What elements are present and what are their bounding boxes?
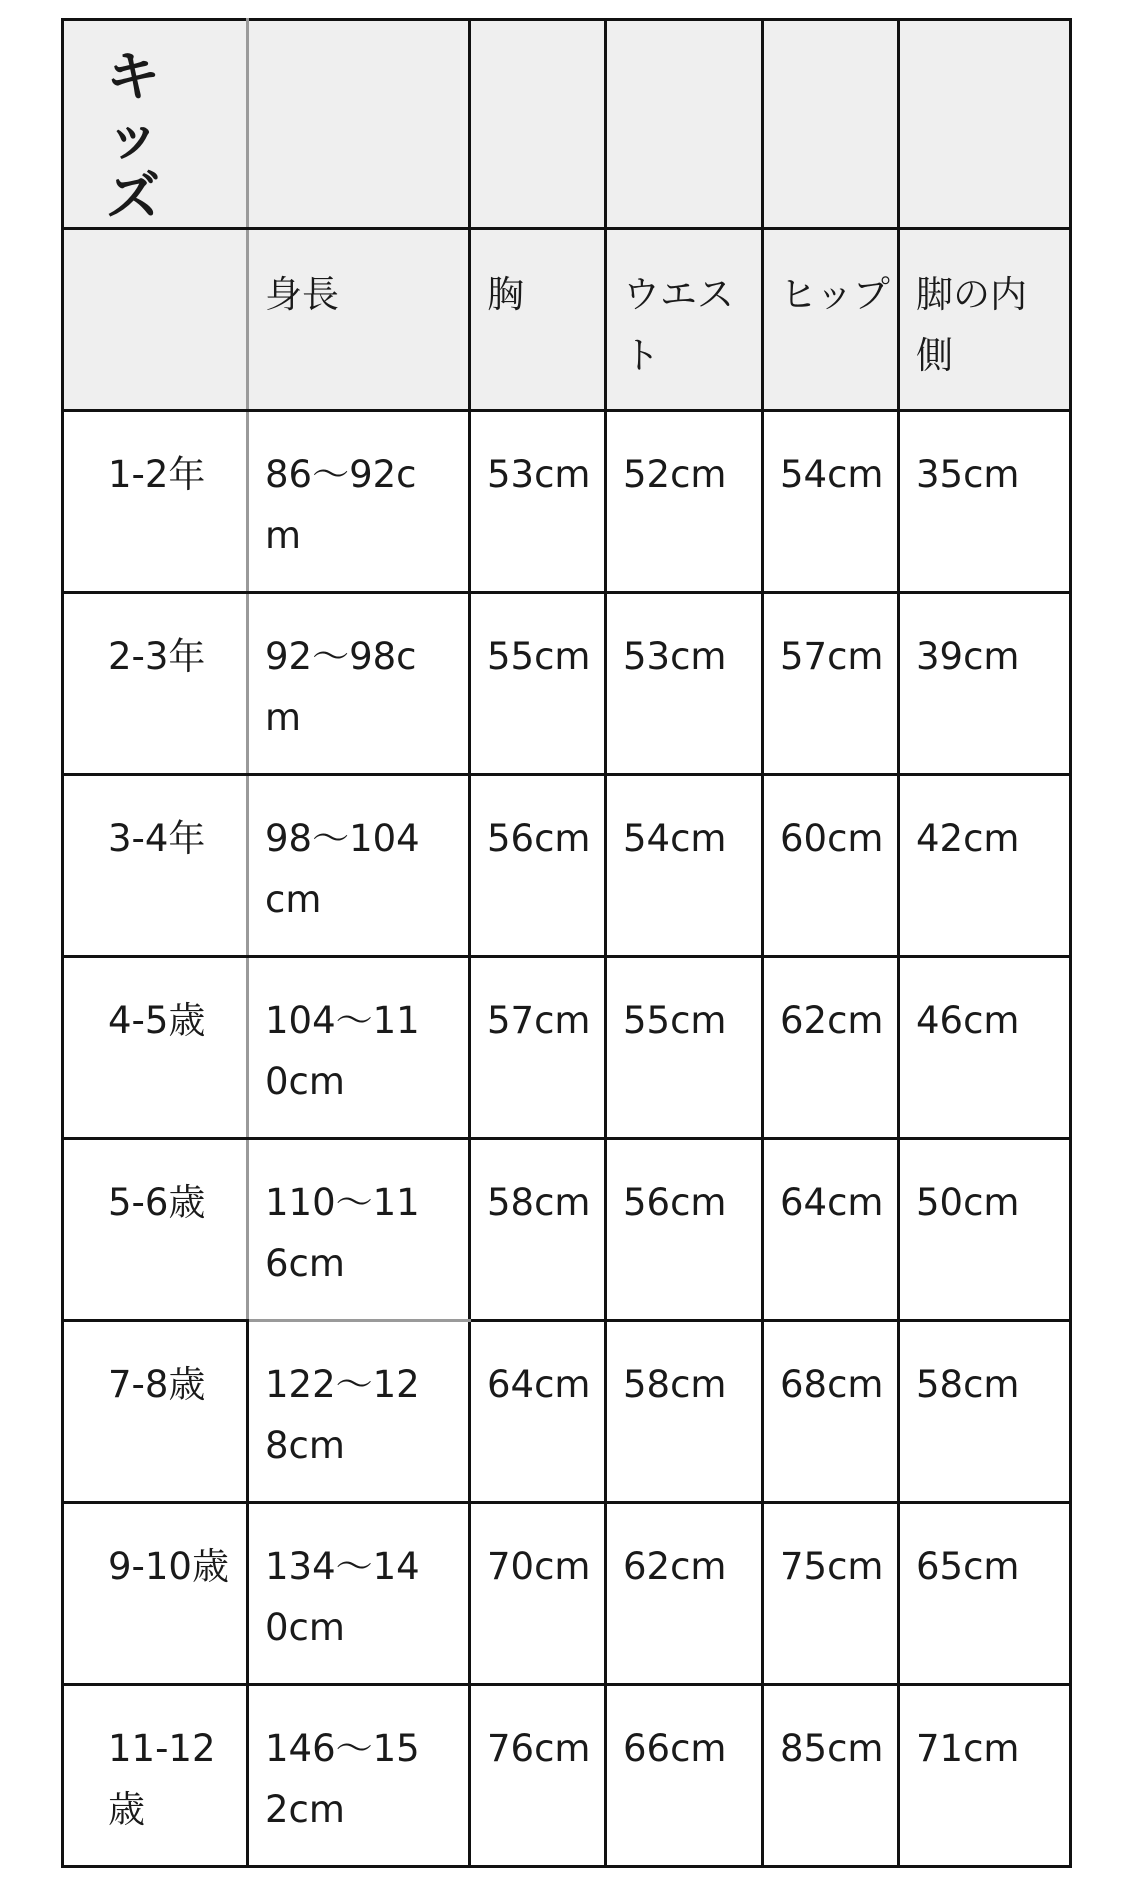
age-cell: 1-2年 [63,411,248,593]
header-chest: 胸 [470,229,606,411]
empty-header-cell [606,20,763,229]
hip-cell: 62cm [763,957,899,1139]
header-inseam: 脚の内側 [899,229,1071,411]
table-row [63,1685,1071,1867]
waist-cell: 66cm [606,1685,763,1867]
hip-cell: 60cm [763,775,899,957]
age-cell: 11-12歳 [63,1685,248,1867]
age-cell: 9-10歳 [63,1503,248,1685]
waist-cell: 53cm [606,593,763,775]
inseam-cell: 58cm [899,1321,1071,1503]
hip-cell: 75cm [763,1503,899,1685]
height-cell: 110〜116cm [248,1139,470,1321]
chest-cell: 56cm [470,775,606,957]
height-cell: 104〜110cm [248,957,470,1139]
empty-header-cell [248,20,470,229]
inseam-cell: 35cm [899,411,1071,593]
inseam-cell: 65cm [899,1503,1071,1685]
table-row [63,1139,1071,1321]
hip-cell: 85cm [763,1685,899,1867]
waist-cell: 55cm [606,957,763,1139]
waist-cell: 52cm [606,411,763,593]
age-cell: 5-6歳 [63,1139,248,1321]
waist-cell: 62cm [606,1503,763,1685]
age-cell: 3-4年 [63,775,248,957]
chest-cell: 53cm [470,411,606,593]
inseam-cell: 42cm [899,775,1071,957]
table-title-cell [63,20,248,229]
table-row [63,1503,1071,1685]
table-title: キッズ [106,45,162,228]
empty-header-cell [63,229,248,411]
title-row [63,20,1071,229]
table-row [63,593,1071,775]
kids-size-chart-table [61,18,1072,1868]
age-cell: 2-3年 [63,593,248,775]
table-row [63,1321,1071,1503]
chest-cell: 58cm [470,1139,606,1321]
empty-header-cell [470,20,606,229]
age-cell: 7-8歳 [63,1321,248,1503]
height-cell: 122〜128cm [248,1321,470,1503]
table-row [63,957,1071,1139]
hip-cell: 54cm [763,411,899,593]
hip-cell: 64cm [763,1139,899,1321]
height-cell: 86〜92cm [248,411,470,593]
hip-cell: 68cm [763,1321,899,1503]
waist-cell: 54cm [606,775,763,957]
header-waist: ウエスト [606,229,763,411]
height-cell: 98〜104cm [248,775,470,957]
header-height: 身長 [248,229,470,411]
inseam-cell: 46cm [899,957,1071,1139]
inseam-cell: 39cm [899,593,1071,775]
inseam-cell: 71cm [899,1685,1071,1867]
chest-cell: 57cm [470,957,606,1139]
height-cell: 92〜98cm [248,593,470,775]
column-header-row [63,229,1071,411]
waist-cell: 58cm [606,1321,763,1503]
empty-header-cell [899,20,1071,229]
chest-cell: 76cm [470,1685,606,1867]
inseam-cell: 50cm [899,1139,1071,1321]
age-cell: 4-5歳 [63,957,248,1139]
empty-header-cell [763,20,899,229]
chest-cell: 55cm [470,593,606,775]
waist-cell: 56cm [606,1139,763,1321]
chest-cell: 70cm [470,1503,606,1685]
table-row [63,411,1071,593]
height-cell: 146〜152cm [248,1685,470,1867]
hip-cell: 57cm [763,593,899,775]
table-row [63,775,1071,957]
header-hip: ヒップ [763,229,899,411]
height-cell: 134〜140cm [248,1503,470,1685]
chest-cell: 64cm [470,1321,606,1503]
